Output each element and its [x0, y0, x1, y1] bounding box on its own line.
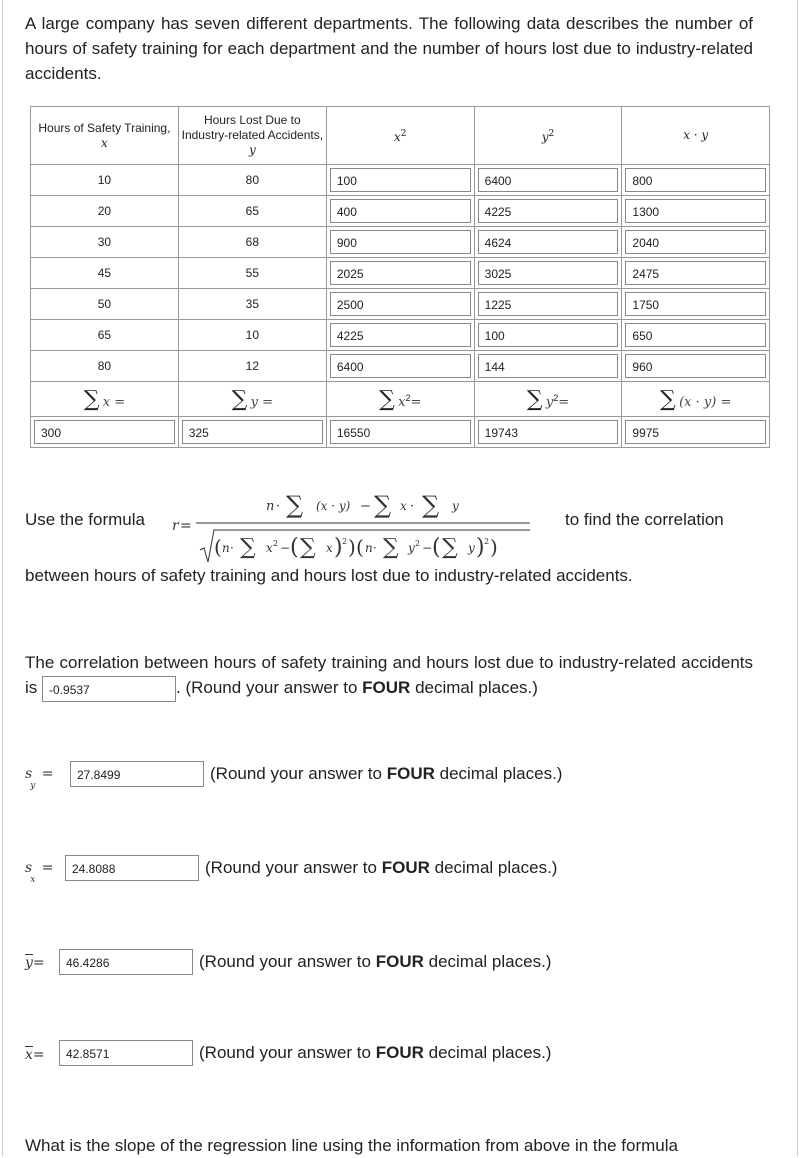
sum-x2-input[interactable]: 16550 — [330, 420, 471, 444]
svg-text:(: ( — [432, 535, 441, 560]
formula-prefix: Use the formula — [25, 510, 145, 529]
header-x-var: x — [101, 135, 108, 150]
formula-suffix: to find the correlation — [565, 510, 724, 529]
input-x2[interactable]: 900 — [330, 230, 471, 254]
sy-label: $s_y$ = — [25, 766, 54, 791]
table-row — [31, 196, 770, 227]
header-y2: $y^2$ — [474, 107, 622, 165]
cell-y: 68 — [178, 227, 326, 258]
sum-value-row — [31, 417, 770, 448]
svg-text:·: · — [373, 541, 377, 555]
svg-text:): ) — [490, 535, 498, 559]
svg-text:2: 2 — [273, 539, 279, 548]
svg-text:n: n — [266, 499, 275, 514]
cell-x: 65 — [31, 320, 179, 351]
input-y2[interactable]: 100 — [478, 323, 619, 347]
sum-label-row — [31, 382, 770, 417]
sy-input[interactable]: 27.8499 — [70, 761, 204, 787]
svg-text:∑: ∑ — [286, 491, 304, 519]
sum-label-y2: ∑ $y^2=$ — [474, 382, 622, 417]
input-y2[interactable]: 144 — [478, 354, 619, 378]
cell-x: 50 — [31, 289, 179, 320]
input-x2[interactable]: 100 — [330, 168, 471, 192]
ybar-label: $\overline{y}=$ — [25, 955, 45, 971]
sum-xy-input[interactable]: 9975 — [625, 420, 766, 444]
svg-text:(: ( — [356, 535, 364, 559]
correlation-formula — [170, 488, 540, 568]
header-xy: x · y — [622, 107, 770, 165]
table-row — [31, 258, 770, 289]
svg-text:x: x — [266, 541, 273, 555]
input-x2[interactable]: 2500 — [330, 292, 471, 316]
cell-x: 45 — [31, 258, 179, 289]
cell-y: 80 — [178, 165, 326, 196]
svg-text:x: x — [326, 541, 333, 555]
intro-text: A large company has seven different departments. The following data describes the number of hours of safety training for each department and the number of hours lost due to industry-related accidents. — [25, 14, 753, 83]
correlation-input[interactable]: -0.9537 — [42, 676, 176, 702]
svg-text:y: y — [468, 541, 475, 555]
svg-text:∑: ∑ — [422, 491, 440, 519]
svg-text:−: − — [280, 541, 291, 555]
svg-text:r: r — [172, 518, 179, 534]
table-header-row — [31, 107, 770, 165]
sum-y2-input[interactable]: 19743 — [478, 420, 619, 444]
cell-y: 35 — [178, 289, 326, 320]
cell-x: 20 — [31, 196, 179, 227]
xbar-label: $\overline{x}=$ — [25, 1047, 45, 1063]
sum-label-x: ∑ x = — [31, 382, 179, 417]
input-xy[interactable]: 2475 — [625, 261, 766, 285]
svg-text:(: ( — [290, 535, 299, 560]
input-x2[interactable]: 6400 — [330, 354, 471, 378]
input-xy[interactable]: 1300 — [625, 199, 766, 223]
input-xy[interactable]: 800 — [625, 168, 766, 192]
sum-x-input[interactable]: 300 — [34, 420, 175, 444]
sy-round-note: (Round your answer to FOUR decimal places.) — [210, 764, 563, 783]
input-y2[interactable]: 4225 — [478, 199, 619, 223]
cell-y: 65 — [178, 196, 326, 227]
svg-text:y: y — [452, 499, 459, 513]
svg-text:·: · — [276, 499, 281, 514]
svg-text:=: = — [180, 518, 192, 534]
svg-text:·: · — [410, 499, 415, 514]
sum-label-x2: ∑ $x^2=$ — [326, 382, 474, 417]
ybar-round-note: (Round your answer to FOUR decimal places.) — [199, 952, 552, 971]
svg-text:·: · — [230, 541, 234, 555]
header-x2: $x^2$ — [326, 107, 474, 165]
cell-x: 80 — [31, 351, 179, 382]
cell-y: 10 — [178, 320, 326, 351]
xbar-round-note: (Round your answer to FOUR decimal places.) — [199, 1043, 552, 1062]
svg-text:): ) — [476, 535, 485, 560]
header-y: Hours Lost Due to Industry-related Accidents, y — [178, 107, 326, 165]
svg-text:∑: ∑ — [300, 535, 316, 560]
input-y2[interactable]: 4624 — [478, 230, 619, 254]
sum-y-input[interactable]: 325 — [182, 420, 323, 444]
input-xy[interactable]: 2040 — [625, 230, 766, 254]
xbar-input[interactable]: 42.8571 — [59, 1040, 193, 1066]
header-x: Hours of Safety Training, x — [31, 107, 179, 165]
svg-text:−: − — [360, 499, 371, 514]
svg-text:∑: ∑ — [374, 491, 392, 519]
input-xy[interactable]: 650 — [625, 323, 766, 347]
correlation-block: The correlation between hours of safety training and hours lost due to industry-related accidents is -0.9537 . (Round your answer to FOUR decimal places.) — [25, 650, 753, 702]
sx-round-note: (Round your answer to FOUR decimal places.) — [205, 858, 558, 877]
table-row — [31, 227, 770, 258]
svg-text:∑: ∑ — [442, 535, 458, 560]
svg-text:y: y — [408, 541, 415, 555]
input-xy[interactable]: 960 — [625, 354, 766, 378]
sx-label: $s_x$ = — [25, 860, 54, 885]
formula-after: between hours of safety training and hours lost due to industry-related accidents. — [25, 566, 633, 585]
svg-text:2: 2 — [484, 537, 490, 546]
svg-text:x: x — [400, 499, 407, 513]
bottom-question: What is the slope of the regression line using the information from above in the formula — [25, 1136, 678, 1155]
cell-y: 55 — [178, 258, 326, 289]
svg-text:2: 2 — [415, 539, 421, 548]
svg-text:(: ( — [214, 535, 222, 559]
svg-text:(x · y): (x · y) — [316, 499, 351, 513]
svg-text:n: n — [222, 541, 230, 555]
input-y2[interactable]: 3025 — [478, 261, 619, 285]
input-y2[interactable]: 6400 — [478, 168, 619, 192]
svg-text:): ) — [334, 535, 343, 560]
sx-input[interactable]: 24.8088 — [65, 855, 199, 881]
svg-text:2: 2 — [342, 537, 348, 546]
table-row — [31, 165, 770, 196]
input-x2[interactable]: 400 — [330, 199, 471, 223]
input-x2[interactable]: 4225 — [330, 323, 471, 347]
input-y2[interactable]: 1225 — [478, 292, 619, 316]
cell-x: 30 — [31, 227, 179, 258]
ybar-input[interactable]: 46.4286 — [59, 949, 193, 975]
sum-label-xy: ∑ (x · y) = — [622, 382, 770, 417]
svg-text:−: − — [422, 541, 433, 555]
sum-label-y: ∑ y = — [178, 382, 326, 417]
svg-text:∑: ∑ — [383, 535, 399, 560]
table-row — [31, 320, 770, 351]
input-xy[interactable]: 1750 — [625, 292, 766, 316]
cell-y: 12 — [178, 351, 326, 382]
svg-text:): ) — [348, 535, 356, 559]
svg-text:n: n — [365, 541, 373, 555]
table-row — [31, 289, 770, 320]
cell-x: 10 — [31, 165, 179, 196]
svg-text:∑: ∑ — [240, 535, 256, 560]
table-row — [31, 351, 770, 382]
data-table — [30, 106, 770, 448]
input-x2[interactable]: 2025 — [330, 261, 471, 285]
